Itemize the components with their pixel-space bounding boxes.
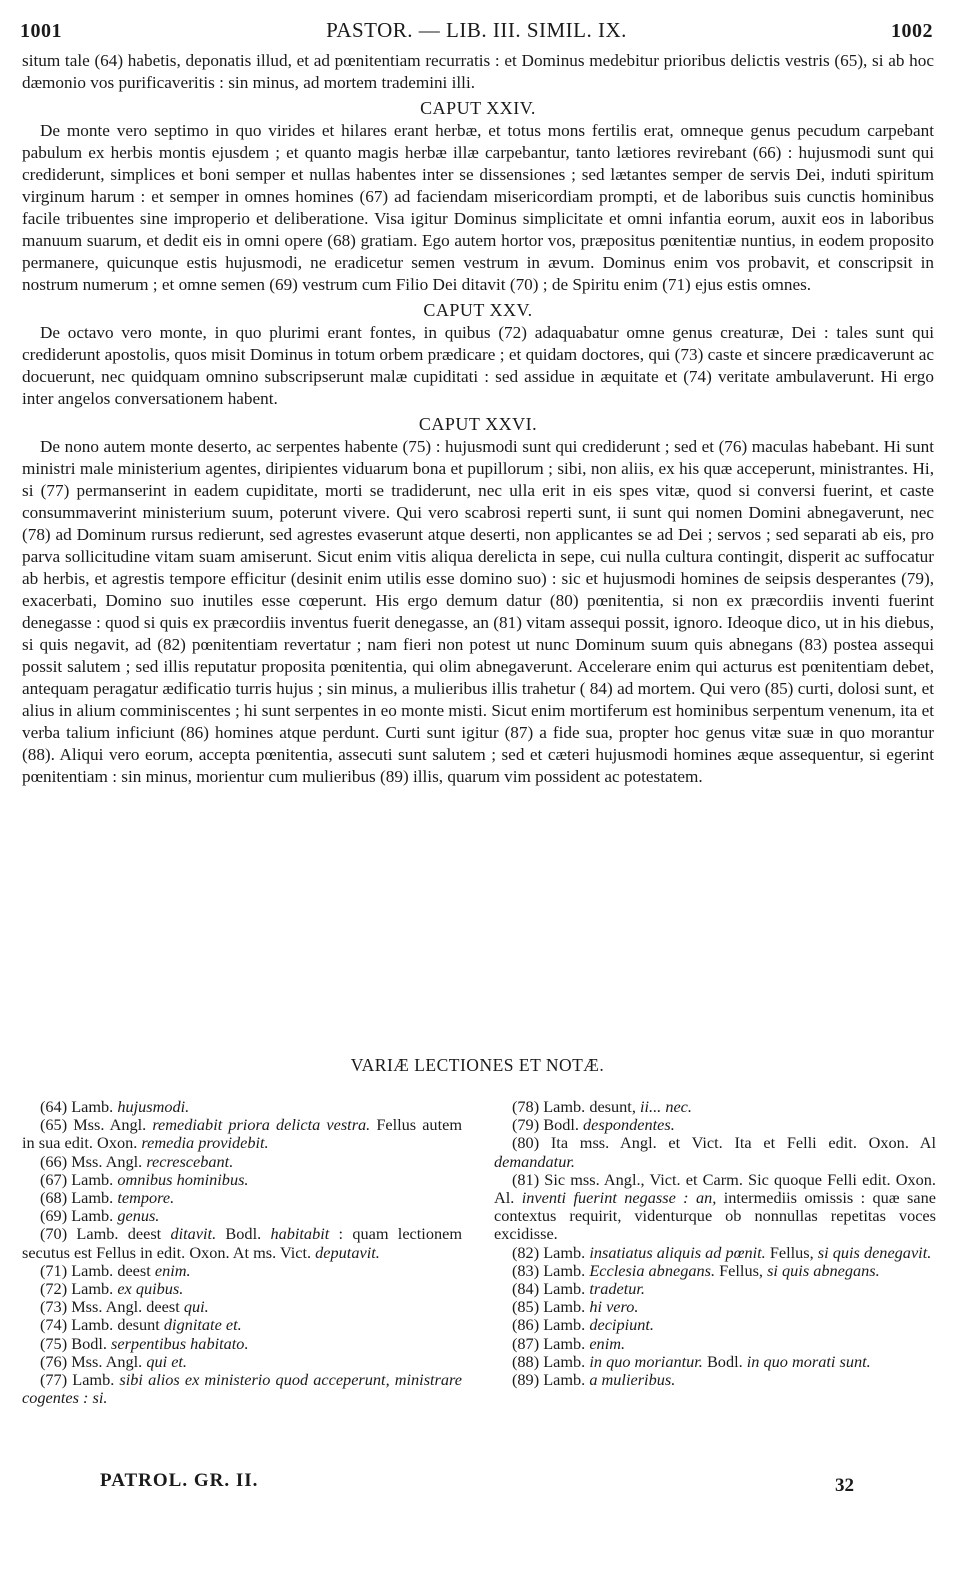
note-item [22,1189,462,1207]
note-item [22,1316,462,1334]
note-plain: Lamb. [543,1315,586,1335]
note-num: (65) [40,1115,68,1135]
chapter-text-25: De octavo vero monte, in quo plurimi erant fontes, in quibus (72) adaquabatur omne genus creaturæ, Dei : tales sunt qui crediderunt apostolis, quos misit Dominus in totum orbem prædicare ; et quidam doctores, qui (73) caste et sincere prædicaverunt ac docuerunt, nec quidquam omnino subscripserunt malæ cupiditati : sed assidue in æquitate et (74) veritate ambulaverunt. Hi ergo inter angelos conversationem habent. [22,323,934,408]
note-num: (83) [512,1260,540,1280]
note-item [494,1335,936,1353]
note-item [22,1335,462,1353]
note-plain: Mss. Angl. [73,1115,147,1135]
notes-column-right [494,1098,936,1389]
notes-title: VARIÆ LECTIONES ET NOTÆ. [350,1055,605,1075]
note-num: (85) [512,1297,540,1317]
note-item [22,1116,462,1152]
note-ital: demandatur. [494,1151,575,1171]
footer-sheet-number: 32 [835,1475,854,1496]
note-plain: Lamb. [71,1097,114,1116]
note-rest: Fellus autem in sua edit. Oxon. [22,1115,462,1153]
note-plain: Mss. Angl. [71,1351,143,1371]
chapter-text-26: De nono autem monte deserto, ac serpentes habente (75) : hujusmodi sunt qui crediderunt ; sed et (76) maculas habebant. Hi sunt ministri male ministerium agentes, diripientes viduarum bona et pupillorum ; sibi, non aliis, ex his quæ acceperunt, ministrantes. Hi, si (77) permanserint in eadem cupiditate, morti se tradiderunt, nec ulla erit in eis spes vitæ, quod si conversi fuerint, et caste consummaverint ministerium suum, poterunt vivere. Qui vero scabrosi reperti sunt, ii sunt qui nomen Domini abnegaverunt, nec (78) ad Dominum rursus redierunt, sed agrestes evaserunt atque deserti, non applicantes se ad Dei ; servos ; sed separati ab eis, pro parva sollicitudine vitam suam amiserunt. Sicut enim vitis aliqua derelicta in sepe, cui nulla cultura contingit, disperit ac suffocatur ab herbis, et agrestis tempore efficitur (desinit enim utilis esse domino suo) : sic et hujusmodi homines de seipsis desperantes (79), exacerbati, Domino suo inutiles esse cœperunt. His ergo demum datur (80) pœnitentia, si non ex præcordiis inventi fuerint denegasse : quod si quis ex præcordiis inventus fuerit denegasse, an (81) vitam assequi possit, ignoro. Ideoque dico, ut in his diebus, si quis negavit, ad (82) pœnitentiam revertatur ; nam fieri non potest ut nunc Dominum suum quis abnegans (83) postea assequi possit salutem ; sed illis reputatur proposita pœnitentia, qui olim abnegaverunt. Accelerare enim qui acturus est pœnitentiam debet, antequam peragatur ædificatio turris hujus ; sin minus, a mulieribus illis trahetur ( 84) ad mortem. Qui vero (85) curti, dolosi sunt, et alius in alium comminiscentes ; hi sunt serpentes in eo monte misti. Sicut enim mortiferum est hominibus serpentum venenum, ita et verba talium inficiunt (86) homines atque perdunt. Curti sunt igitur (87) a fide sua, propter hoc genus vitæ suæ in quo morantur (88). Aliqui vero eorum, accepta pœnitentia, assecuti sunt salutem ; sed et cæteri hujusmodi homines æque assequentur, si egerint pœnitentiam : sin minus, morientur cum mulieribus (89) illis, quarum vim possident ac potestatem. [22,437,934,786]
note-num: (77) [40,1370,68,1390]
note-num: (72) [40,1279,68,1299]
note-ital2: si quis denegavit. [817,1242,932,1262]
note-item [22,1262,462,1280]
note-item [22,1171,462,1189]
note-item [22,1353,462,1371]
note-plain: Lamb. [543,1297,586,1317]
note-ital: hi vero. [589,1297,639,1317]
note-num: (64) [40,1097,68,1116]
note-num: (73) [40,1297,68,1317]
note-item [494,1262,936,1280]
note-plain: Lamb. [543,1370,586,1390]
running-title: PASTOR. — LIB. III. SIMIL. IX. [326,18,627,42]
note-item [22,1298,462,1316]
note-rest: Bodl. [706,1351,743,1371]
note-rest2: : quam lectionem secutus est Fellus in edit. Oxon. At ms. Vict. [22,1224,462,1262]
page-number-right: 1002 [890,20,933,42]
note-num: (66) [40,1151,68,1171]
note-ital: ii... nec. [639,1097,692,1116]
note-plain: Lamb. [543,1279,586,1299]
note-rest: Fellus, [769,1242,814,1262]
footer-series: PATROL. GR. II. [100,1470,259,1491]
note-item [22,1098,462,1116]
note-plain: Lamb. deest [71,1260,151,1280]
note-plain: Sic mss. Angl., Vict. et Carm. Sic quoque Felli edit. Oxon. Al. [494,1169,936,1208]
note-num: (79) [512,1115,540,1135]
notes-column-left [22,1098,462,1407]
note-plain: Lamb. [543,1260,586,1280]
note-num: (68) [40,1188,68,1208]
note-num: (89) [512,1370,540,1390]
note-item [494,1134,936,1170]
note-ital: inventi fuerint negasse : an, [521,1188,717,1208]
note-item [494,1371,936,1389]
note-plain: Lamb. deest [76,1224,162,1244]
note-ital: tempore. [117,1188,175,1208]
note-plain: Lamb. [72,1370,115,1390]
note-ital: ex quibus. [117,1279,184,1299]
note-ital: decipiunt. [589,1315,654,1335]
note-ital2: remedia providebit. [141,1133,269,1153]
note-num: (75) [40,1333,68,1353]
note-ital3: deputavit. [315,1242,380,1262]
note-item [494,1171,936,1244]
note-num: (81) [512,1169,540,1189]
running-header [20,18,933,44]
note-num: (80) [512,1133,540,1153]
note-ital: qui et. [146,1351,188,1371]
note-item [494,1280,936,1298]
note-ital: a mulieribus. [589,1370,676,1390]
note-plain: Lamb. desunt [71,1315,160,1335]
note-plain: Mss. Angl. deest [71,1297,180,1317]
note-ital: qui. [183,1297,209,1317]
note-item [494,1098,936,1116]
note-rest: intermediis omissis : quæ sane contextus requirit, videnturque ob nonnullas repetitas voces excidisse. [494,1188,936,1244]
note-ital: remediabit priora delicta vestra. [152,1115,371,1135]
note-ital: ditavit. [170,1224,217,1244]
note-rest: Fellus, [719,1260,763,1280]
note-item [22,1225,462,1261]
note-num: (86) [512,1315,540,1335]
note-ital: tradetur. [589,1279,645,1299]
note-item [494,1316,936,1334]
note-item [22,1280,462,1298]
note-item [22,1207,462,1225]
note-num: (84) [512,1279,540,1299]
note-item [22,1371,462,1407]
note-ital2: in quo morati sunt. [746,1351,871,1371]
note-ital: in quo moriantur. [589,1351,703,1371]
intro-paragraph: situm tale (64) habetis, deponatis illud, et ad pœnitentiam recurratis : et Dominus medebitur prioribus delictis vestris (65), si ab hoc dæmonio vos purificaveritis : sin minus, ad mortem trademini illi. [22,51,934,92]
note-ital: insatiatus aliquis ad pœnit. [589,1242,766,1262]
note-item [494,1116,936,1134]
note-plain: Lamb. [71,1188,114,1208]
note-plain: Lamb. [543,1242,586,1262]
main-text [22,50,934,788]
note-ital: recrescebant. [146,1151,234,1171]
chapter-text-24: De monte vero septimo in quo virides et hilares erant herbæ, et totus mons fertilis erat, omneque genus pecudum carpebant pabulum ex herbis montis ejusdem ; et quanto magis herbæ illæ carpebantur, tanto lætiores revirebant (66) : hujusmodi sunt qui crediderunt, simplices et boni semper et nullas habentes inter se dissensiones ; sed lætantes semper de servis Dei, induti spiritum virginum harum : et semper in omnes homines (67) ad faciendam misericordiam prompti, et de laboribus suis cunctis hominibus facile tribuentes sine improperio et deliberatione. Visa igitur Dominus simplicitate et omni infantia eorum, auxit eos in laboribus manuum suarum, et dedit eis in omni opere (68) gratiam. Ego autem hortor vos, præpositus pœnitentiæ nuntius, in eodem proposito permanere, quicunque estis hujusmodi, ne eradicetur semen vestrum in ævum. Dominus enim vos probavit, et conscripsit in nostrum numerum ; et omne semen (69) vestrum cum Filio Dei ditavit (70) ; de Spiritu enim (71) ejus estis omnes. [22,121,934,294]
note-ital: dignitate et. [163,1315,242,1335]
note-ital: serpentibus habitato. [111,1333,249,1353]
note-item [494,1353,936,1371]
note-ital: enim. [589,1333,626,1353]
note-plain: Lamb. [71,1169,114,1189]
note-ital: omnibus hominibus. [117,1169,249,1189]
note-ital2: habitabit [270,1224,330,1244]
note-num: (88) [512,1351,540,1371]
chapter-heading-25: CAPUT XXV. [423,300,533,320]
note-plain: Lamb. [543,1333,586,1353]
note-plain: Lamb. [71,1279,114,1299]
note-plain: Mss. Angl. [71,1151,143,1171]
note-num: (74) [40,1315,68,1335]
page-number-left: 1001 [20,20,62,42]
note-num: (67) [40,1169,68,1189]
note-ital: despondentes. [583,1115,675,1135]
note-num: (76) [40,1351,68,1371]
note-num: (70) [40,1224,68,1244]
note-ital: sibi alios ex ministerio quod acceperunt, ministrare cogentes : si. [22,1370,462,1408]
chapter-heading-24: CAPUT XXIV. [420,98,536,118]
note-ital: Ecclesia abnegans. [589,1260,716,1280]
note-num: (82) [512,1242,540,1262]
note-plain: Lamb. [71,1206,114,1226]
chapter-heading-26: CAPUT XXVI. [418,414,538,434]
note-num: (71) [40,1260,68,1280]
note-item [494,1298,936,1316]
note-num: (78) [512,1097,540,1116]
note-plain: Lamb. desunt, [543,1097,636,1116]
note-item [22,1153,462,1171]
note-ital: hujusmodi. [117,1097,190,1116]
note-plain: Bodl. [543,1115,579,1135]
note-num: (69) [40,1206,68,1226]
note-ital: genus. [117,1206,160,1226]
note-plain: Bodl. [71,1333,107,1353]
note-rest: Bodl. [225,1224,262,1244]
note-ital: enim. [154,1260,191,1280]
note-item [494,1244,936,1262]
note-ital2: si quis abnegans. [767,1260,880,1280]
note-plain: Ita mss. Angl. et Vict. Ita et Felli edit. Oxon. Al [550,1133,937,1153]
note-plain: Lamb. [543,1351,586,1371]
note-num: (87) [512,1333,540,1353]
